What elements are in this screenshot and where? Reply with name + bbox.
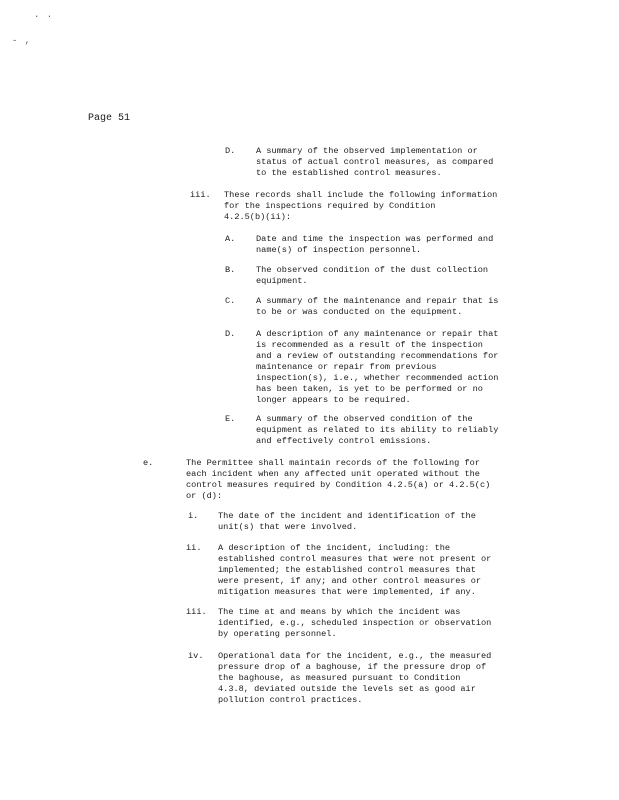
item-marker: A.	[225, 234, 236, 244]
item-marker: B.	[225, 265, 236, 275]
item-text: A description of any maintenance or repair that is recommended as a result of the inspection and a review of outstanding recommendations for maintenance or repair from previous inspection(s), i.e., whether recommended action has been taken, is yet to be performed or no longer appears to be required.	[256, 329, 499, 405]
item-marker: iii.	[190, 190, 211, 200]
item-text: A description of the incident, including: the established control measures that were not present or implemented; the established control measures that were present, if any; and other control measures or mitigation measures that were implemented, if any.	[218, 543, 492, 597]
item-text: A summary of the observed implementation or status of actual control measures, as compared to the established control measures.	[256, 146, 494, 178]
item-text: A summary of the maintenance and repair that is to be or was conducted on the equipment.	[256, 296, 499, 317]
item-text: Operational data for the incident, e.g., the measured pressure drop of a baghouse, if the pressure drop of the baghouse, as measured pursuant to Condition 4.3.8, deviated outside the levels set as good air pollution control practices.	[218, 651, 492, 705]
item-marker: C.	[225, 296, 236, 306]
item-marker: e.	[143, 458, 154, 468]
scan-mark-left: - ,	[12, 36, 32, 46]
item-marker: ii.	[186, 543, 202, 553]
item-marker: D.	[225, 146, 236, 156]
scan-mark-top: . .	[34, 10, 54, 20]
item-text: A summary of the observed condition of the equipment as related to its ability to reliably and effectively control emissions.	[256, 414, 499, 446]
item-marker: iii.	[186, 607, 207, 617]
item-marker: i.	[188, 511, 199, 521]
item-text: The date of the incident and identification of the unit(s) that were involved.	[218, 511, 476, 532]
item-text: The time at and means by which the incident was identified, e.g., scheduled inspection or observation by operating personnel.	[218, 607, 492, 639]
item-marker: iv.	[188, 651, 204, 661]
item-marker: E.	[225, 414, 236, 424]
item-text: The observed condition of the dust collection equipment.	[256, 265, 489, 286]
item-text: Date and time the inspection was performed and name(s) of inspection personnel.	[256, 234, 494, 255]
item-text: These records shall include the following information for the inspections required by Condition 4.2.5(b)(ii):	[224, 190, 498, 222]
item-text: The Permittee shall maintain records of the following for each incident when any affected unit operated without the control measures required by Condition 4.2.5(a) or 4.2.5(c) or (d):	[186, 458, 491, 501]
item-marker: D.	[225, 329, 236, 339]
page-number: Page 51	[88, 113, 131, 124]
